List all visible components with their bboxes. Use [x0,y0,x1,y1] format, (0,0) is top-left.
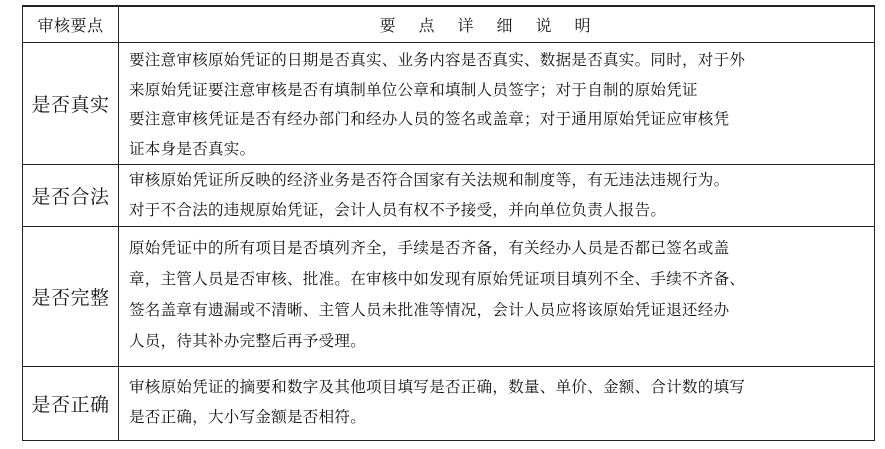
row-key-cell [23,43,118,164]
row-key-cell [23,227,118,366]
detail-line: 章，主管人员是否审核、批准。在审核中如发现有原始凭证项目填列不全、手续不齐备、 [129,270,746,288]
detail-line: 要注意审核原始凭证的日期是否真实、业务内容是否真实、数据是否真实。同时，对于外 [129,51,746,69]
row-detail-cell [119,367,874,440]
header-key-cell [23,7,118,42]
detail-line: 原始凭证中的所有项目是否填列齐全，手续是否齐备，有关经办人员是否都已签名或盖 [129,239,730,257]
detail-line: 人员，待其补办完整后再予受理。 [129,332,367,350]
row-key-cell [23,367,118,440]
row-key-label: 是否合法 [31,186,110,208]
row-key-label: 是否正确 [31,394,110,416]
header-key-label: 审核要点 [37,16,104,35]
detail-line: 证本身是否真实。 [129,139,256,158]
detail-line: 审核原始凭证的摘要和数字及其他项目填写是否正确，数量、单价、金额、合计数的填写 [129,378,746,396]
table-bottom-rule [22,440,875,441]
row-detail-cell [119,165,874,226]
detail-line: 来原始凭证要注意审核是否有填制单位公章和填制人员签字；对于自制的原始凭证 [129,80,698,99]
row-key-cell [23,165,118,226]
header-detail-label: 要点详细说明 [379,16,614,35]
detail-line: 对于不合法的违规原始凭证，会计人员有权不予接受，并向单位负责人报告。 [129,200,667,219]
header-detail-cell [119,7,874,42]
row-key-label: 是否完整 [31,287,110,309]
detail-line: 审核原始凭证所反映的经济业务是否符合国家有关法规和制度等，有无违法违规行为。 [129,171,730,189]
detail-line: 是否正确，大小写金额是否相符。 [129,407,367,426]
detail-line: 要注意审核凭证是否有经办部门和经办人员的签名或盖章；对于通用原始凭证应审核凭 [129,110,730,128]
table-right-rule [874,5,875,441]
detail-line: 签名盖章有遗漏或不清晰、主管人员未批准等情况，会计人员应将该原始凭证退还经办 [129,301,730,319]
row-detail-cell [119,43,874,164]
row-detail-cell [119,227,874,366]
row-key-label: 是否真实 [31,94,110,116]
